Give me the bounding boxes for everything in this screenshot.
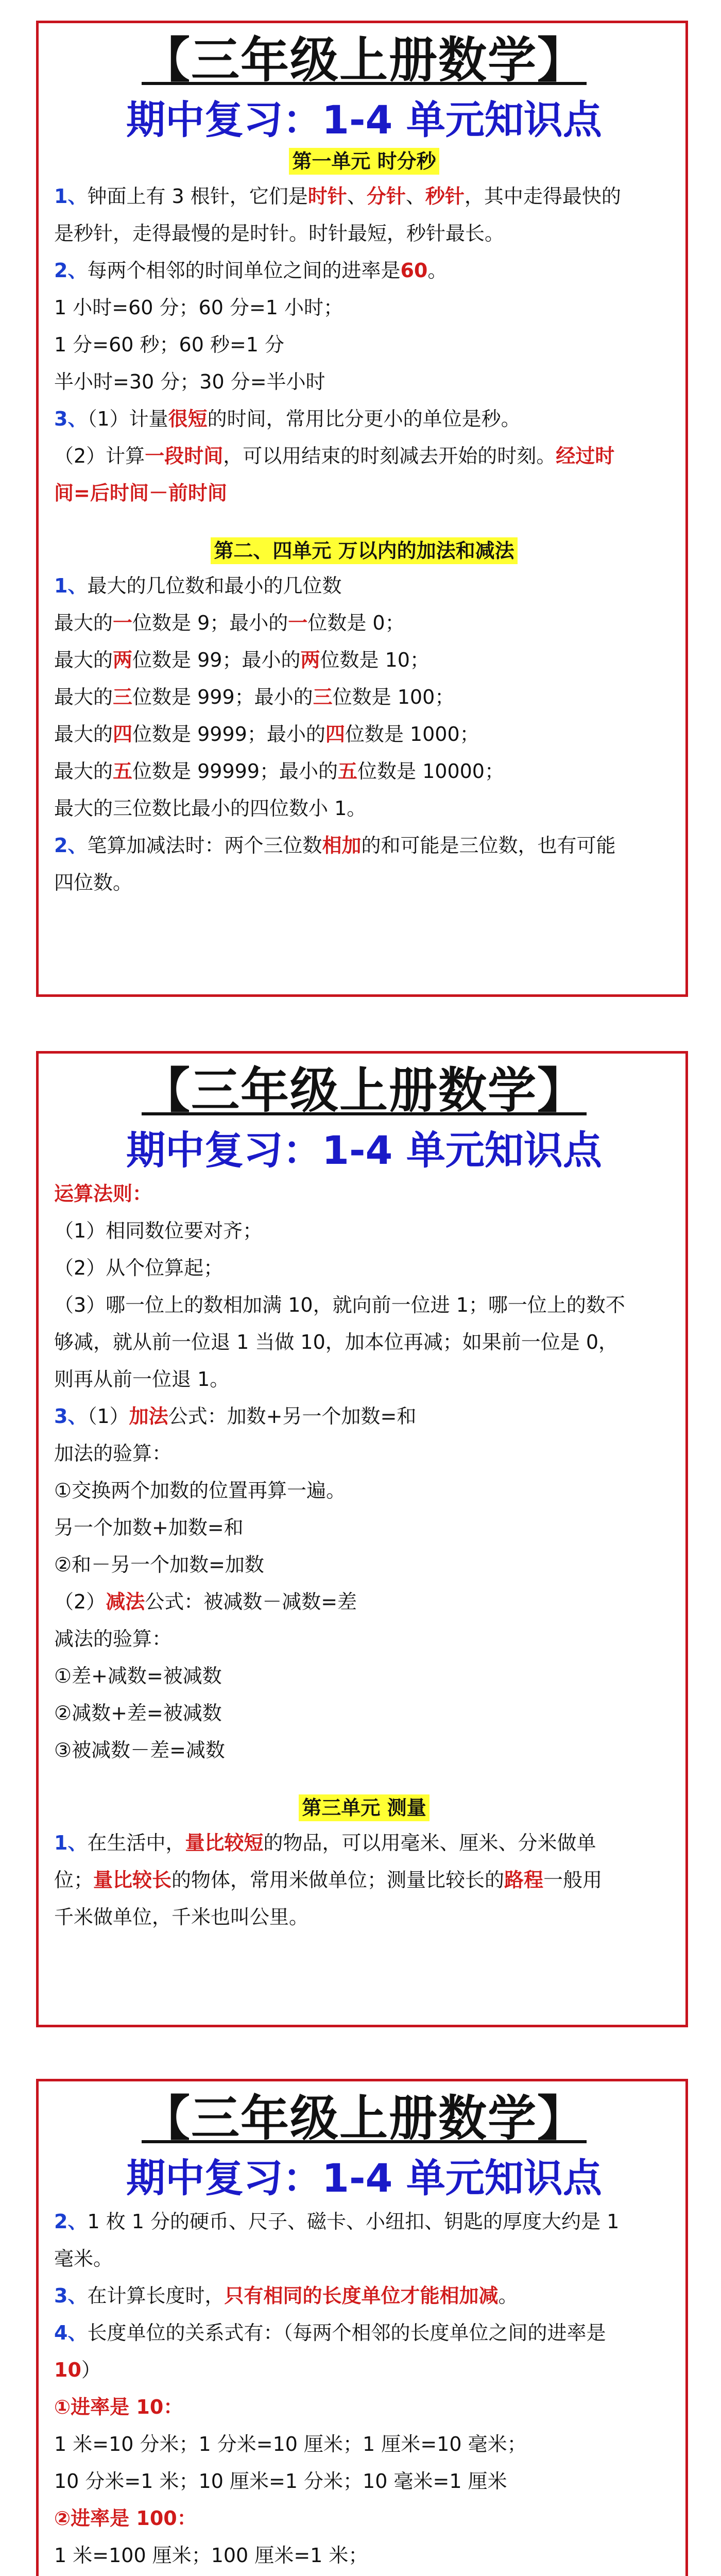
text-line: 毫米。 <box>54 2247 113 2270</box>
card-3 <box>36 2079 688 2576</box>
page-title: 【三年级上册数学】 <box>141 2091 587 2147</box>
page-subtitle: 期中复习：1-4 单元知识点 <box>126 1127 602 1173</box>
text-line: 1 小时=60 分；60 分=1 小时； <box>54 296 344 319</box>
text-line: 最大的五位数是 99999；最小的五位数是 10000； <box>54 760 504 783</box>
text-line: 间=后时间－前时间 <box>54 482 227 504</box>
text-line: 1、在生活中，量比较短的物品，可以用毫米、厘米、分米做单 <box>54 1832 596 1854</box>
text-line: ①差+减数=被减数 <box>54 1665 222 1687</box>
text-line: （2）减法公式：被减数－减数=差 <box>54 1590 357 1613</box>
text-line: 2、1 枚 1 分的硬币、尺子、磁卡、小纽扣、钥匙的厚度大约是 1 <box>54 2210 620 2233</box>
text-line: ②和－另一个加数=加数 <box>54 1553 264 1576</box>
text-line: 3、（1）加法公式：加数+另一个加数=和 <box>54 1405 417 1428</box>
text-line: 加法的验算： <box>54 1442 172 1465</box>
text-line: （2）从个位算起； <box>54 1257 224 1279</box>
section-heading: 第一单元 时分秒 <box>289 148 439 175</box>
text-line: 1 米=100 厘米；100 厘米=1 米； <box>54 2544 368 2567</box>
text-line: 位；量比较长的物体，常用米做单位；测量比较长的路程一般用 <box>54 1869 603 1891</box>
text-line: 最大的三位数是 999；最小的三位数是 100； <box>54 686 455 708</box>
text-line: 1、钟面上有 3 根针，它们是时针、分针、秒针，其中走得最快的 <box>54 185 621 208</box>
text-line: 四位数。 <box>54 871 133 894</box>
text-line: 最大的三位数比最小的四位数小 1。 <box>54 797 367 820</box>
text-line: 10） <box>54 2359 101 2381</box>
text-line: ②减数+差=被减数 <box>54 1702 222 1724</box>
text-line: （2）计算一段时间，可以用结束的时刻减去开始的时刻。经过时 <box>54 445 615 467</box>
text-line: 1 分=60 秒；60 秒=1 分 <box>54 333 285 356</box>
card-1 <box>36 21 688 997</box>
text-line: 半小时=30 分；30 分=半小时 <box>54 370 325 393</box>
text-line: 千米做单位，千米也叫公里。 <box>54 1906 309 1928</box>
text-line: （1）相同数位要对齐； <box>54 1219 263 1242</box>
text-line <box>54 2574 674 2576</box>
text-line: 4、长度单位的关系式有：（每两个相邻的长度单位之间的进率是 <box>54 2321 606 2344</box>
text-line: 2、笔算加减法时：两个三位数相加的和可能是三位数，也有可能 <box>54 834 616 857</box>
text-line: 是秒针，走得最慢的是时针。时针最短，秒针最长。 <box>54 222 505 245</box>
text-line: （3）哪一位上的数相加满 10，就向前一位进 1；哪一位上的数不 <box>54 1294 625 1316</box>
text-line: 最大的两位数是 99；最小的两位数是 10； <box>54 649 430 671</box>
text-line: 10 分米=1 米；10 厘米=1 分米；10 毫米=1 厘米 <box>54 2470 507 2493</box>
text-line: 1 米=10 分米；1 分米=10 厘米；1 厘米=10 毫米； <box>54 2433 527 2455</box>
text-line: ③被减数－差=减数 <box>54 1739 225 1761</box>
section-heading: 第三单元 测量 <box>299 1794 429 1821</box>
page-title: 【三年级上册数学】 <box>141 32 587 89</box>
text-line: ①交换两个加数的位置再算一遍。 <box>54 1479 346 1502</box>
card-2 <box>36 1051 688 2027</box>
text-line: 则再从前一位退 1。 <box>54 1368 230 1391</box>
text-line: ①进率是 10： <box>54 2396 183 2418</box>
page-subtitle: 期中复习：1-4 单元知识点 <box>126 97 602 143</box>
section-heading: 第二、四单元 万以内的加法和减法 <box>211 537 517 564</box>
text-line: 另一个加数+加数=和 <box>54 1516 244 1539</box>
page-subtitle: 期中复习：1-4 单元知识点 <box>126 2155 602 2201</box>
text-line: 3、在计算长度时，只有相同的长度单位才能相加减。 <box>54 2284 518 2307</box>
text-line: 运算法则： <box>54 1182 152 1205</box>
text-line: 最大的一位数是 9；最小的一位数是 0； <box>54 612 405 634</box>
text-line: ②进率是 100： <box>54 2507 197 2530</box>
text-line: 3、（1）计量很短的时间，常用比分更小的单位是秒。 <box>54 408 521 430</box>
text-line: 2、每两个相邻的时间单位之间的进率是60。 <box>54 259 448 282</box>
text-line: 最大的四位数是 9999；最小的四位数是 1000； <box>54 723 479 745</box>
page-title: 【三年级上册数学】 <box>141 1063 587 1119</box>
text-line: 1、最大的几位数和最小的几位数 <box>54 574 342 597</box>
text-line: 够减，就从前一位退 1 当做 10，加本位再减；如果前一位是 0， <box>54 1331 619 1353</box>
text-line: 减法的验算： <box>54 1628 172 1650</box>
